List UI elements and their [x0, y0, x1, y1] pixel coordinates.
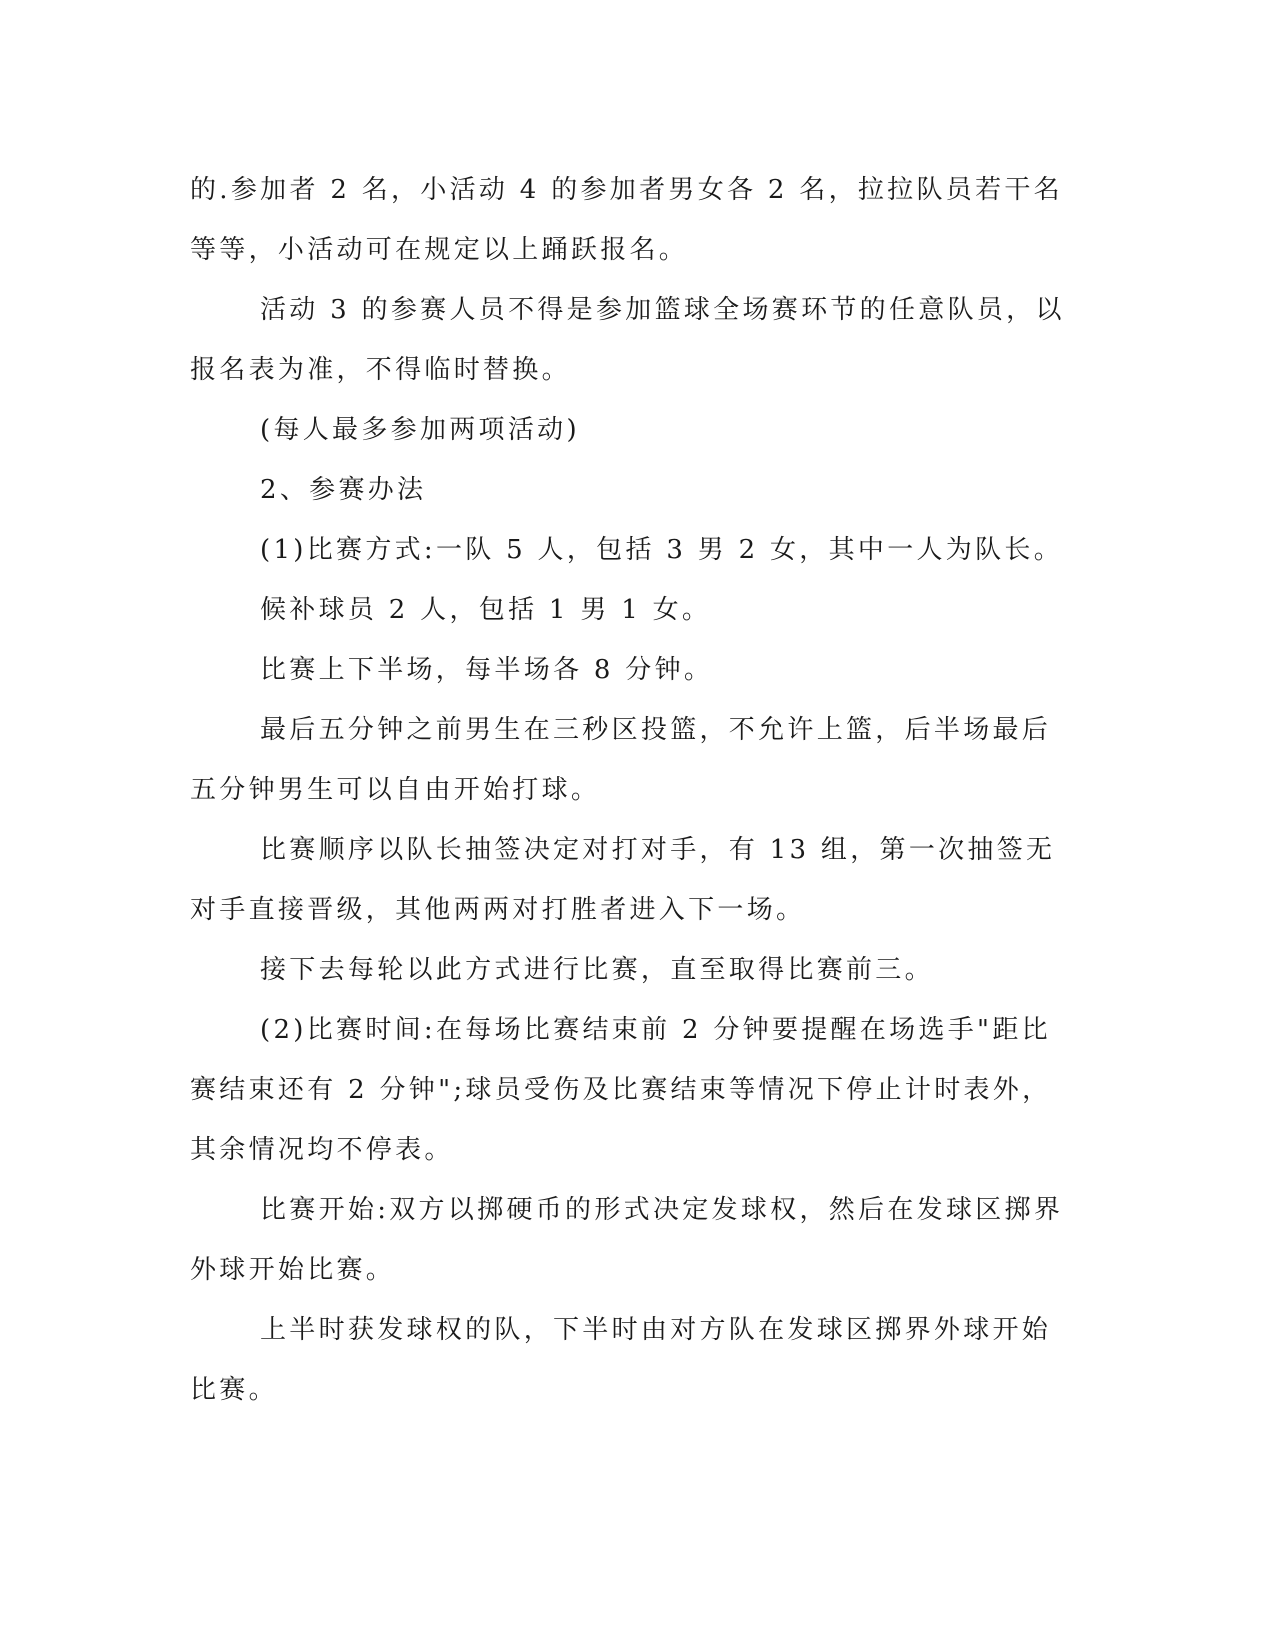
paragraph: 比赛顺序以队长抽签决定对打对手，有 13 组，第一次抽签无对手直接晋级，其他两两对打胜者进入下一场。 — [190, 835, 1056, 925]
paragraph: 的.参加者 2 名，小活动 4 的参加者男女各 2 名，拉拉队员若干名等等，小活动可在规定以上踊跃报名。 — [190, 175, 1063, 265]
paragraph: 候补球员 2 人，包括 1 男 1 女。 — [260, 595, 712, 625]
paragraph: 比赛开始:双方以掷硬币的形式决定发球权，然后在发球区掷界外球开始比赛。 — [190, 1195, 1064, 1285]
section-heading: 2、参赛办法 — [260, 475, 427, 505]
paragraph: (1)比赛方式:一队 5 人，包括 3 男 2 女，其中一人为队长。 — [260, 535, 1064, 565]
paragraph: (2)比赛时间:在每场比赛结束前 2 分钟要提醒在场选手"距比赛结束还有 2 分钟";球员受伤及比赛结束等情况下停止计时表外，其余情况均不停表。 — [190, 1015, 1052, 1165]
paragraph: 最后五分钟之前男生在三秒区投篮，不允许上篮，后半场最后五分钟男生可以自由开始打球。 — [190, 715, 1052, 805]
paragraph: 上半时获发球权的队，下半时由对方队在发球区掷界外球开始比赛。 — [190, 1315, 1052, 1405]
paragraph: 活动 3 的参赛人员不得是参加篮球全场赛环节的任意队员，以报名表为准，不得临时替换。 — [190, 295, 1065, 385]
paragraph: (每人最多参加两项活动) — [260, 415, 580, 445]
document-body — [190, 160, 1080, 1420]
paragraph: 比赛上下半场，每半场各 8 分钟。 — [260, 655, 714, 685]
paragraph: 接下去每轮以此方式进行比赛，直至取得比赛前三。 — [260, 955, 934, 985]
